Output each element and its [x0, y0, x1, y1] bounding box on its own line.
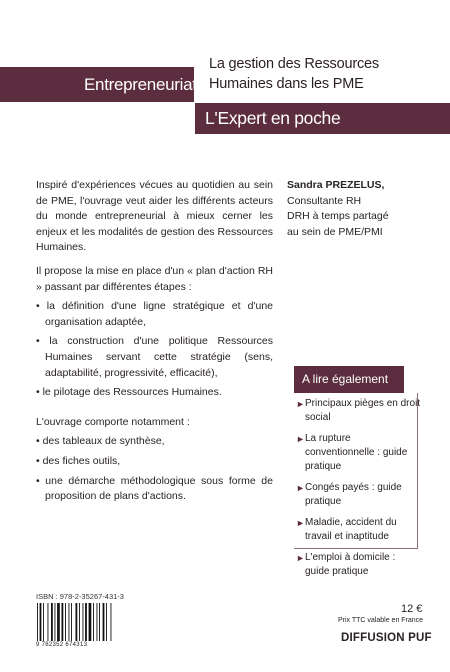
list-item: ► La rupture conventionnelle : guide pratique: [296, 433, 408, 472]
list-item: ► Congés payés : guide pratique: [296, 482, 402, 507]
barcode-number: 9 782352 674313: [36, 642, 88, 648]
price: 12 €: [401, 603, 423, 615]
intro-paragraph: Inspiré d'expériences vécues au quotidien au sein de PME, l'ouvrage veut aider les différents acteurs du monde entrepreneurial à mieux cerner les enjeux et les modalités de gestion des Ressources Humaines.: [36, 179, 273, 254]
author-name: Sandra PREZELUS,: [287, 179, 385, 191]
isbn: ISBN : 978-2-35267-431-3: [36, 592, 124, 601]
author-role: Consultante RH: [287, 194, 362, 207]
features-paragraph: L'ouvrage comporte notamment :: [36, 415, 190, 428]
title-line-1: La gestion des Ressources: [209, 56, 379, 72]
book-title: [209, 54, 439, 94]
list-item: • le pilotage des Ressources Humaines.: [36, 386, 222, 399]
publisher: DIFFUSION PUF: [341, 632, 432, 644]
list-item: • une démarche méthodologique sous forme de proposition de plans d'actions.: [36, 474, 273, 503]
author-role-2: DRH à temps partagé: [287, 210, 389, 223]
arrow-right-icon: ►: [296, 483, 305, 493]
list-item: • la définition d'une ligne stratégique et d'une organisation adaptée,: [36, 300, 273, 328]
steps-list: [36, 299, 273, 401]
list-item: • la construction d'une politique Ressources Humaines servant cette stratégie (sens, adaptabilité, progressivité, efficacité),: [36, 335, 273, 379]
arrow-right-icon: ►: [296, 434, 305, 444]
also-read-list: [296, 397, 422, 586]
list-item: ► Principaux pièges en droit social: [296, 398, 421, 423]
list-item: • des tableaux de synthèse,: [36, 435, 165, 448]
price-note: Prix TTC valable en France: [338, 617, 424, 624]
arrow-right-icon: ►: [296, 553, 305, 563]
list-item: • des fiches outils,: [36, 454, 121, 467]
arrow-right-icon: ►: [296, 518, 305, 528]
collection-label: L'Expert en poche: [205, 108, 341, 128]
plan-paragraph: Il propose la mise en place d'un « plan d'action RH » passant par différentes étapes :: [36, 264, 273, 293]
description: [36, 178, 273, 513]
author-block: [287, 178, 437, 240]
features-list: [36, 434, 273, 504]
barcode: [36, 603, 114, 641]
series-label: Entrepreneuriat: [84, 75, 197, 94]
list-item: ► Maladie, accident du travail et inaptitude: [296, 517, 397, 542]
author-role-3: au sein de PME/PMI: [287, 225, 383, 238]
arrow-right-icon: ►: [296, 399, 305, 409]
title-line-2: Humaines dans les PME: [209, 76, 364, 92]
also-read-header: A lire également: [294, 366, 404, 393]
list-item: ► L'emploi à domicile : guide pratique: [296, 552, 396, 577]
